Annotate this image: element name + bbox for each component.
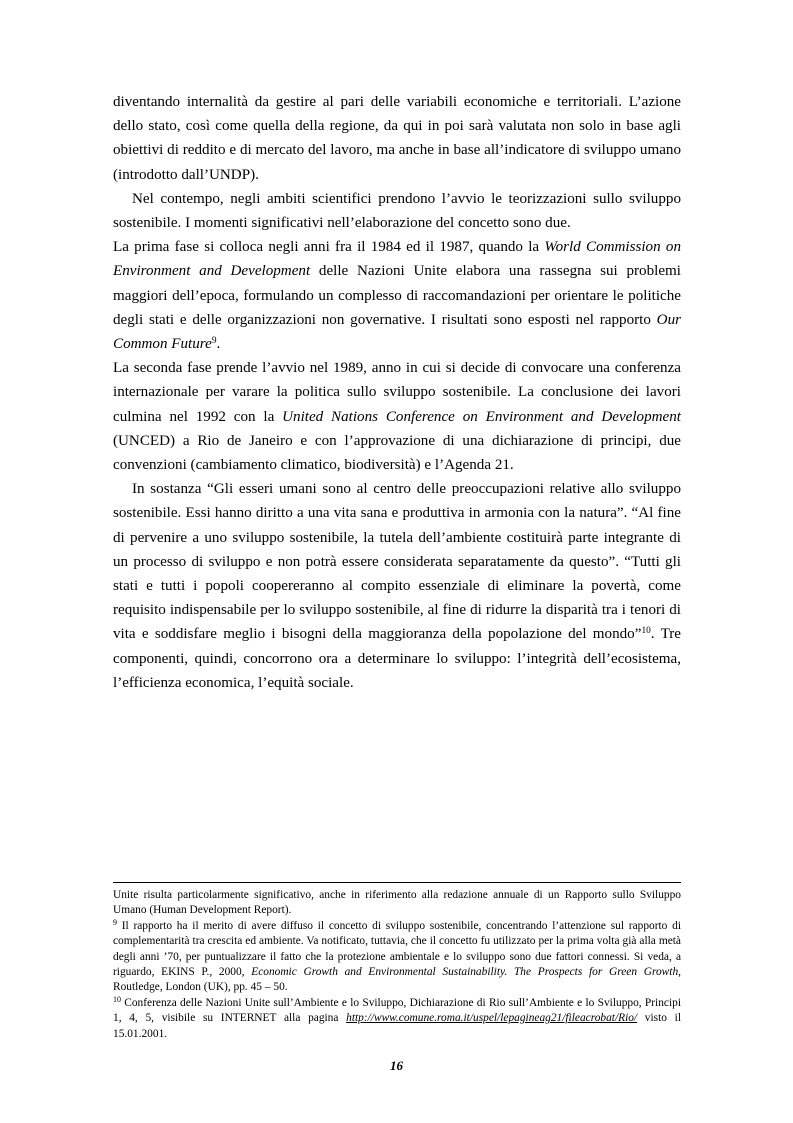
footnote-ref-9[interactable]: 9 — [211, 335, 217, 346]
footnote-9: $^9$ Il rapporto ha il merito di avere diffuso il concetto di sviluppo sostenibile, concentrando l’attenzione sul rapporto di complementarità tra crescita ed ambiente. Va notificato, tuttavia, che il concetto fu utilizzato per la prima volta già alla metà degli anni ’70, per puntualizzare il fatto che la protezione ambientale e lo sviluppo sono due fattori connessi. Si veda, a riguardo, EKINS P., 2000, Economic Growth and Environmental Sustainability. The Prospects for Green Growth, Routledge, London (UK), pp. 45 – 50. — [113, 917, 681, 994]
our-common-future-title: Our Common Future — [113, 311, 681, 353]
footnote-10: $^{10}$ Conferenza delle Nazioni Unite sull’Ambiente e lo Sviluppo, Dichiarazione di Rio sull’Ambiente e lo Sviluppo, Principi 1, 4, 5, visibile su INTERNET alla pagina http://www.comune.roma.it/uspel/lepagineag21/fileacrobat/Rio/ visto il 15.01.2001. — [113, 994, 681, 1040]
paragraph-1: diventando internalità da gestire al pari delle variabili economiche e territoriali. L’azione dello stato, così come quella della regione, da qui in poi sarà valutata non solo in base agli obiettivi di reddito e di mercato del lavoro, ma anche in base all’indicatore di sviluppo umano (introdotto dall’UNDP). — [113, 94, 681, 183]
paragraph-3: La prima fase si colloca negli anni fra il 1984 ed il 1987, quando la World Commission on Environment and Development delle Nazioni Unite elabora una rassegna sui problemi maggiori dell’epoca, formulando un complesso di raccomandazioni per orientare le politiche degli stati e delle organizzazioni non governative. I risultati sono esposti nel rapporto Our Common Future$^9$. — [113, 239, 681, 353]
paragraph-4: La seconda fase prende l’avvio nel 1989, anno in cui si decide di convocare una conferenza internazionale per varare la politica sullo sviluppo sostenibile. La conclusione dei lavori culmina nel 1992 con la United Nations Conference on Environment and Development (UNCED) a Rio de Janeiro e con l’approvazione di una dichiarazione di principi, due convenzioni (cambiamento climatico, biodiversità) e l’Agenda 21. — [113, 360, 681, 474]
rio-declaration-link[interactable]: http://www.comune.roma.it/uspel/lepagineag21/fileacrobat/Rio/ — [346, 1012, 638, 1025]
footnote-ref-10[interactable]: 10 — [641, 626, 651, 637]
footnote-separator — [113, 882, 681, 883]
footnotes — [113, 888, 681, 1042]
unced-title: United Nations Conference on Environment and Development — [282, 408, 681, 425]
page-number: 16 — [390, 1058, 403, 1073]
paragraph-5: In sostanza “Gli esseri umani sono al centro delle preoccupazioni relative allo sviluppo sostenibile. Essi hanno diritto a una vita sana e produttiva in armonia con la natura”. “Al fine di pervenire a uno sviluppo sostenibile, la tutela dell’ambiente costituirà parte integrante di un processo di sviluppo e non potrà essere considerata separatamente da questo”. “Tutti gli stati e tutti i popoli coopereranno al compito essenziale di eliminare la povertà, come requisito indispensabile per lo sviluppo sostenibile, al fine di ridurre la disparità tra i tenori di vita e soddisfare meglio i bisogni della maggioranza della popolazione del mondo”$^{10}$. Tre componenti, quindi, concorrono ora a determinare lo sviluppo: l’integrità dell’ecosistema, l’efficienza economica, l’equità sociale. — [113, 481, 681, 691]
main-text — [113, 90, 681, 695]
footnote-continuation: Unite risulta particolarmente significativo, anche in riferimento alla redazione annuale di un Rapporto sullo Sviluppo Umano (Human Development Report). — [113, 889, 681, 917]
wced-title: World Commission on Environment and Development — [113, 239, 681, 280]
paragraph-2: Nel contempo, negli ambiti scientifici prendono l’avvio le teorizzazioni sullo sviluppo sostenibile. I momenti significativi nell’elaborazione del concetto sono due. — [113, 190, 681, 232]
